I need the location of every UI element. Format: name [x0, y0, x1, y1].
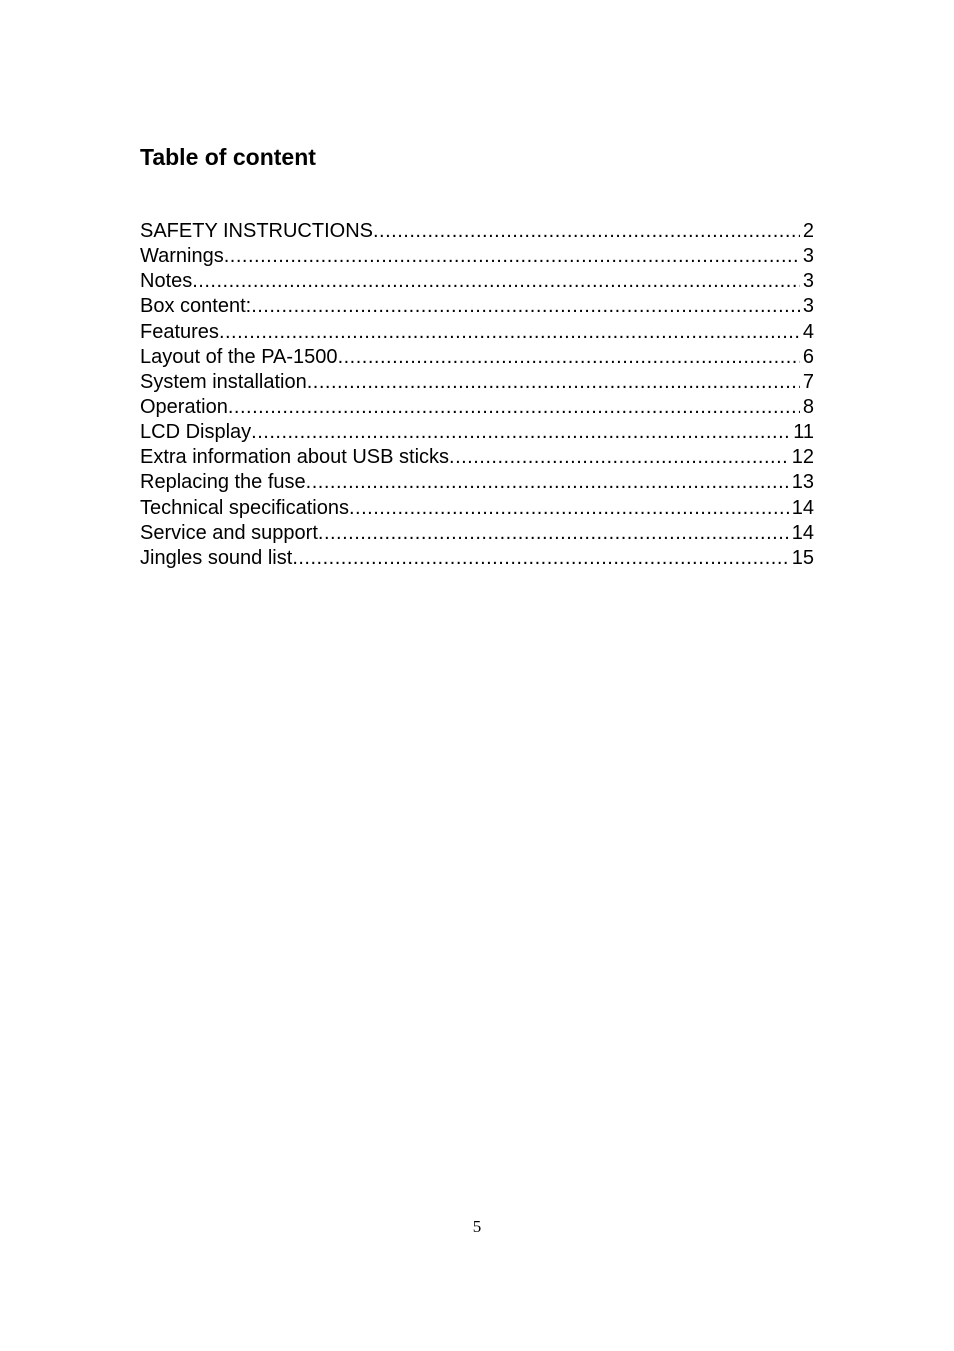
toc-entry-system-installation[interactable] — [140, 370, 814, 395]
toc-entry-page: 14 — [791, 496, 814, 519]
toc-entry-title: Service and support — [140, 521, 318, 544]
toc-entry-page: 3 — [802, 295, 814, 318]
dot-leader — [251, 294, 800, 319]
toc-entry-title: SAFETY INSTRUCTIONS — [140, 220, 373, 242]
page-number: 5 — [472, 1217, 482, 1236]
toc-entry-layout[interactable] — [140, 345, 814, 370]
dot-leader — [224, 244, 800, 269]
toc-entry-notes[interactable] — [140, 269, 814, 294]
toc-entry-page: 3 — [802, 270, 814, 293]
toc-entry-page: 4 — [802, 320, 814, 343]
toc-entry-page: 12 — [791, 446, 814, 469]
toc-entry-page: 14 — [791, 521, 814, 544]
dot-leader — [306, 470, 789, 495]
dot-leader — [251, 420, 790, 445]
toc-entry-box-content[interactable] — [140, 294, 814, 319]
toc-entry-page: 15 — [791, 546, 814, 569]
toc-entry-jingles-sound-list[interactable] — [140, 546, 814, 571]
toc-entry-operation[interactable] — [140, 395, 814, 420]
dot-leader — [449, 445, 789, 470]
toc-entry-page: 8 — [802, 395, 814, 418]
toc-entry-warnings[interactable] — [140, 244, 814, 269]
toc-entry-title: LCD Display — [140, 421, 252, 444]
toc-entry-title: Jingles sound list — [140, 546, 293, 569]
dot-leader — [373, 219, 800, 244]
toc-entry-title: Technical specifications — [140, 496, 349, 519]
toc-entry-service-support[interactable] — [140, 521, 814, 546]
table-of-contents — [140, 219, 814, 571]
toc-entry-replacing-fuse[interactable] — [140, 470, 814, 495]
toc-entry-title: System installation — [140, 370, 307, 393]
toc-entry-title: Replacing the fuse — [140, 471, 306, 494]
toc-entry-page: 3 — [802, 245, 814, 268]
dot-leader — [219, 320, 800, 345]
toc-entry-features[interactable] — [140, 320, 814, 345]
dot-leader — [307, 370, 800, 395]
toc-entry-technical-specifications[interactable] — [140, 496, 814, 521]
toc-entry-page: 13 — [791, 471, 814, 494]
toc-entry-title: Warnings — [140, 245, 224, 268]
toc-entry-title: Features — [140, 320, 219, 343]
dot-leader — [292, 546, 788, 571]
toc-entry-title: Notes — [140, 270, 193, 293]
toc-entry-safety-instructions[interactable] — [140, 219, 814, 244]
dot-leader — [192, 269, 800, 294]
toc-entry-page: 7 — [802, 370, 814, 393]
dot-leader — [228, 395, 800, 420]
dot-leader — [349, 496, 789, 521]
toc-entry-title: Operation — [140, 395, 228, 418]
toc-entry-title: Layout of the PA-1500 — [140, 345, 338, 368]
page-title: Table of content — [140, 144, 316, 170]
toc-entry-lcd-display[interactable] — [140, 420, 814, 445]
toc-entry-page: 2 — [802, 220, 814, 242]
toc-entry-page: 6 — [802, 345, 814, 368]
toc-entry-title: Box content: — [140, 295, 252, 318]
toc-entry-usb-sticks[interactable] — [140, 445, 814, 470]
toc-entry-page: 11 — [793, 421, 814, 444]
dot-leader — [318, 521, 789, 546]
dot-leader — [338, 345, 800, 370]
toc-entry-title: Extra information about USB sticks — [140, 446, 450, 469]
